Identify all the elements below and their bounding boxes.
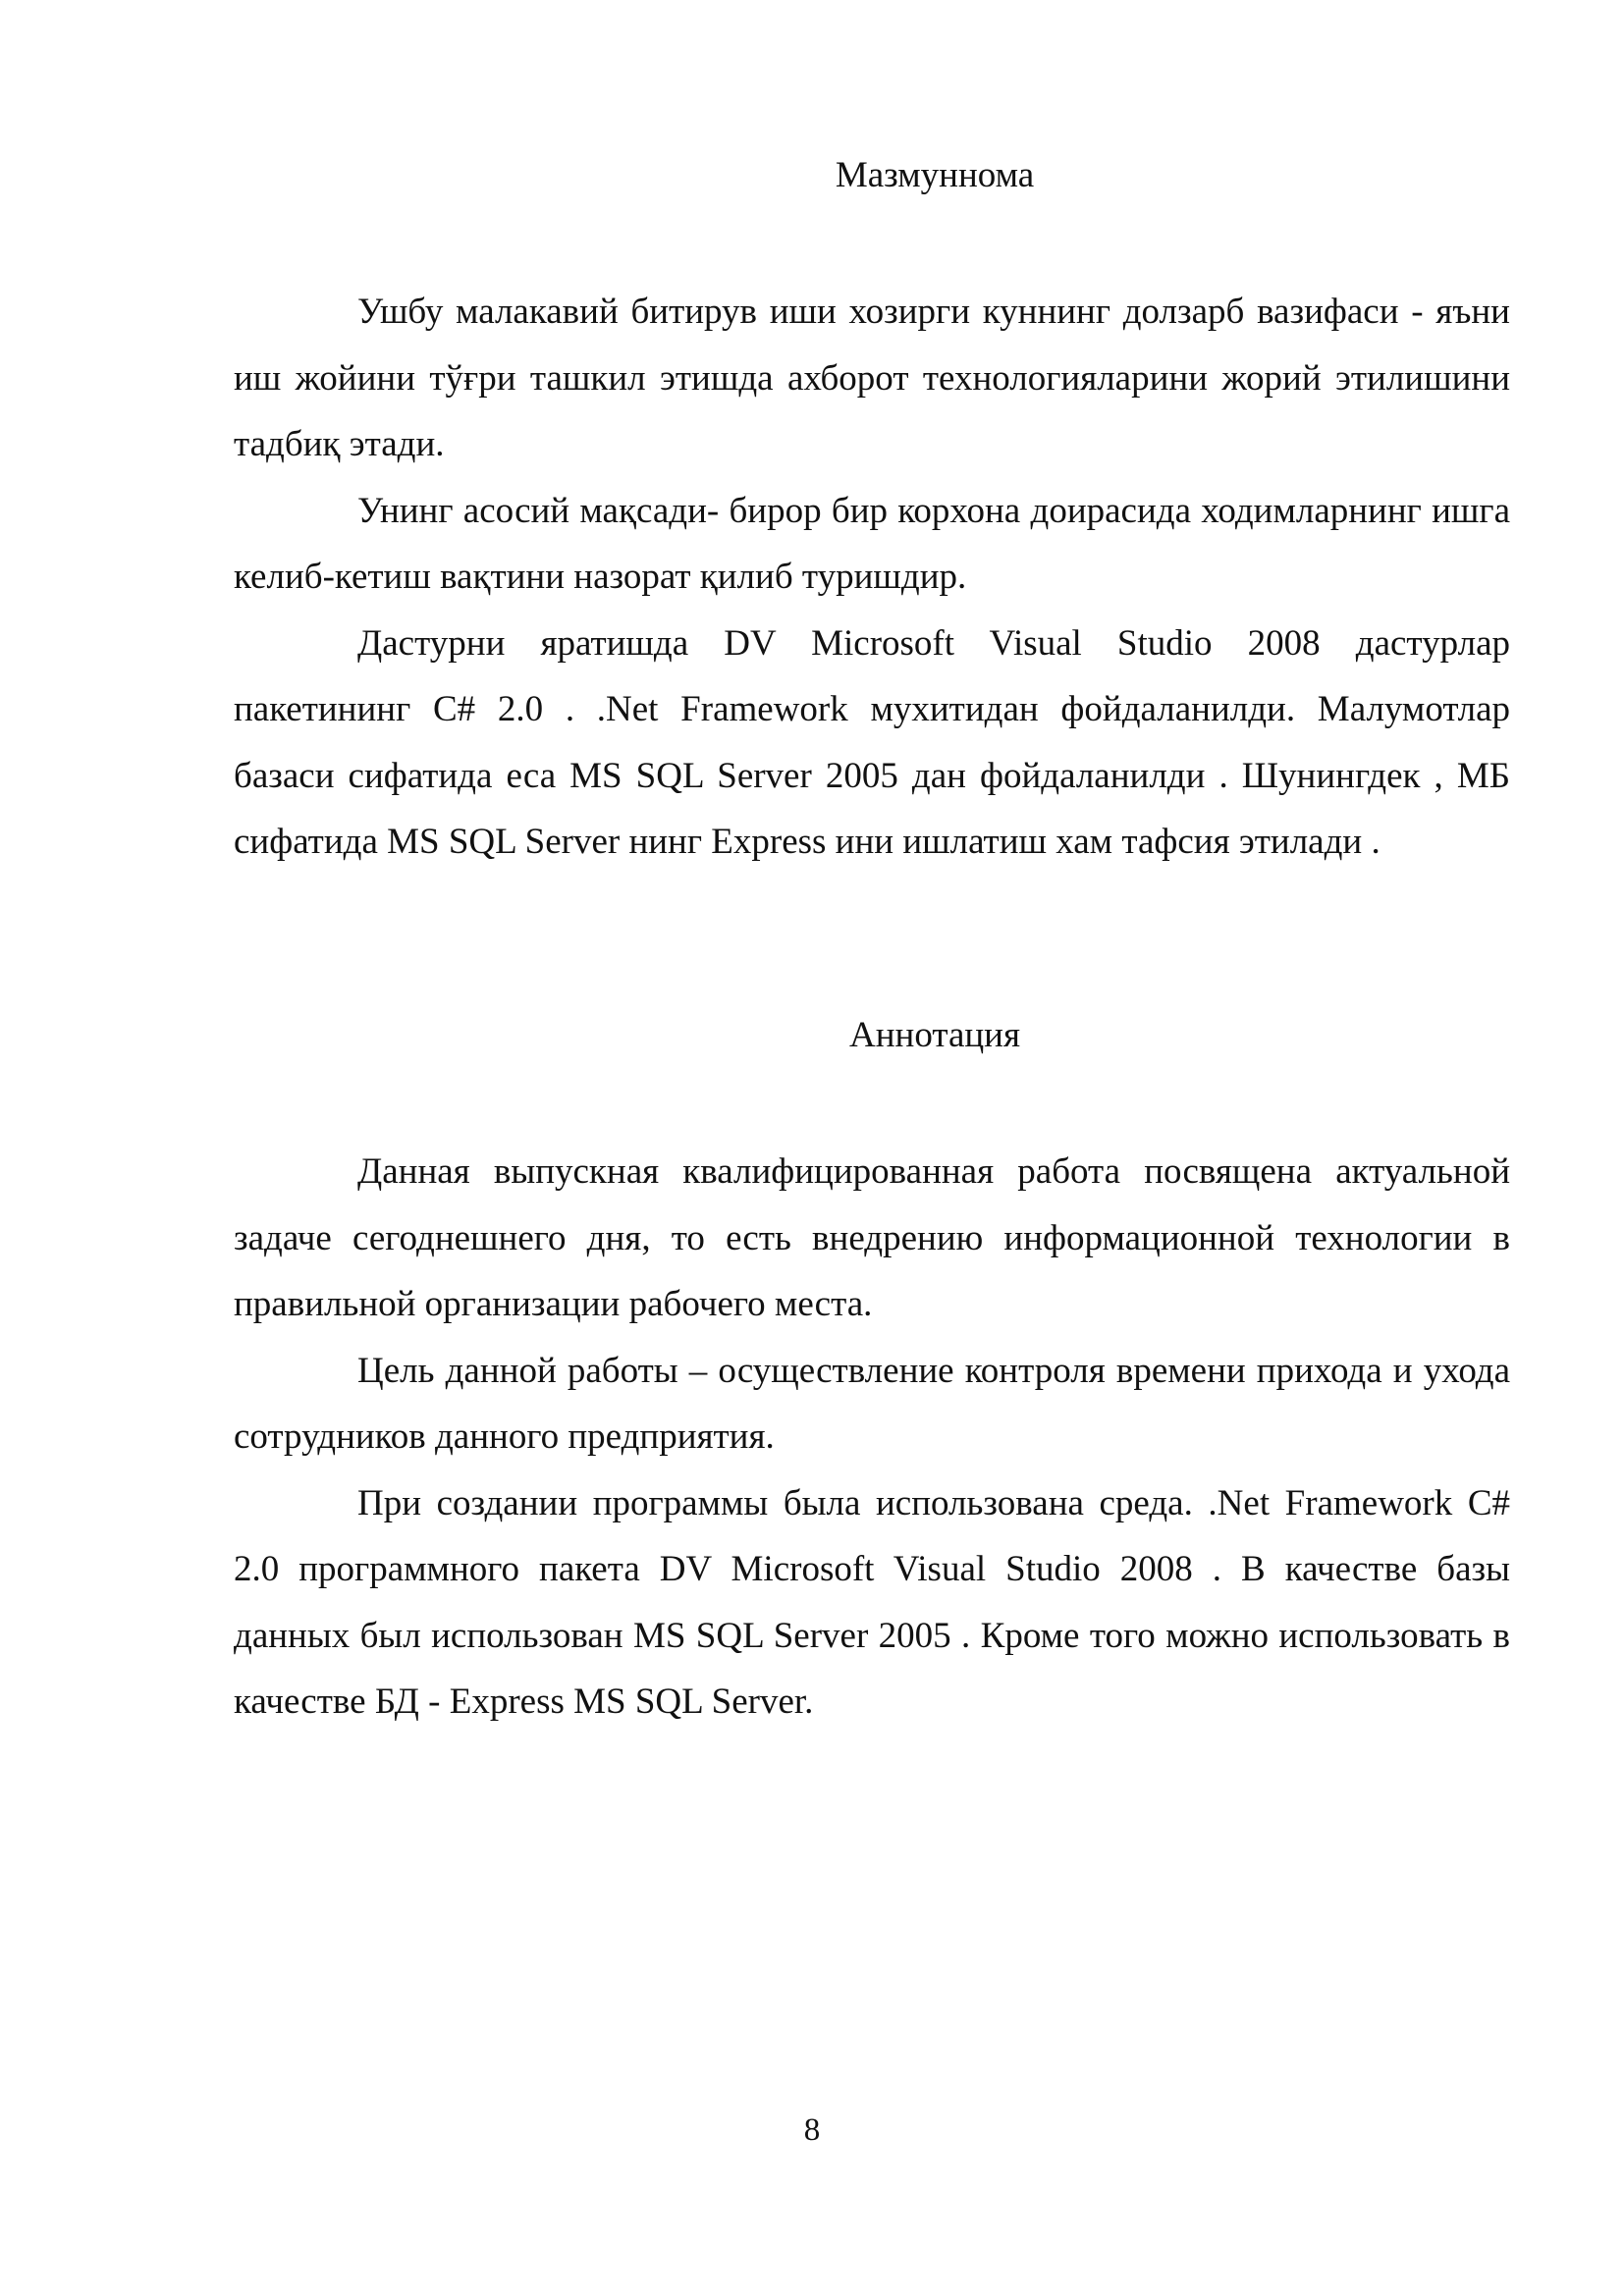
russian-paragraph-1: Данная выпускная квалифицированная работа посвящена актуальной задаче сегоднешнего дня, то есть внедрению информационной технологии в правильной организации рабочего места. <box>234 1151 1510 1324</box>
russian-paragraph-3: При создании программы была использована среда. .Net Framework C# 2.0 программного пакета DV Microsoft Visual Studio 2008 . В качестве базы данных был использован MS SQL Server 2005 . Кроме того можно использовать в качестве БД - Express MS SQL Server. <box>234 1482 1510 1722</box>
uzbek-paragraph-2: Унинг асосий мақсади- бирор бир корхона доирасида ходимларнинг ишга келиб-кетиш вақтини назорат қилиб туришдир. <box>234 490 1510 597</box>
page-number: 8 <box>803 2112 821 2148</box>
uzbek-paragraph-3: Дастурни яратишда DV Microsoft Visual Studio 2008 дастурлар пакетининг C# 2.0 . .Net Framework мухитидан фойдаланилди. Малумотлар базаси сифатида еса MS SQL Server 2005 дан фойдаланилди . Шунингдек , МБ сифатида MS SQL Server нинг Express ини ишлатиш хам тафсия этилади . <box>234 622 1510 862</box>
uzbek-paragraph-1: Ушбу малакавий битирув иши хозирги куннинг долзарб вазифаси - яъни иш жойини тўғри ташкил этишда ахборот технологияларини жорий этилишини тадбиқ этади. <box>234 292 1510 464</box>
uzbek-section-title: Мазмуннома <box>835 155 1035 195</box>
russian-section-body <box>234 1139 1510 1735</box>
russian-paragraph-2: Цель данной работы – осуществление контроля времени прихода и ухода сотрудников данного предприятия. <box>234 1350 1510 1457</box>
uzbek-section-body <box>234 279 1510 876</box>
russian-section-title: Аннотация <box>849 1015 1020 1055</box>
